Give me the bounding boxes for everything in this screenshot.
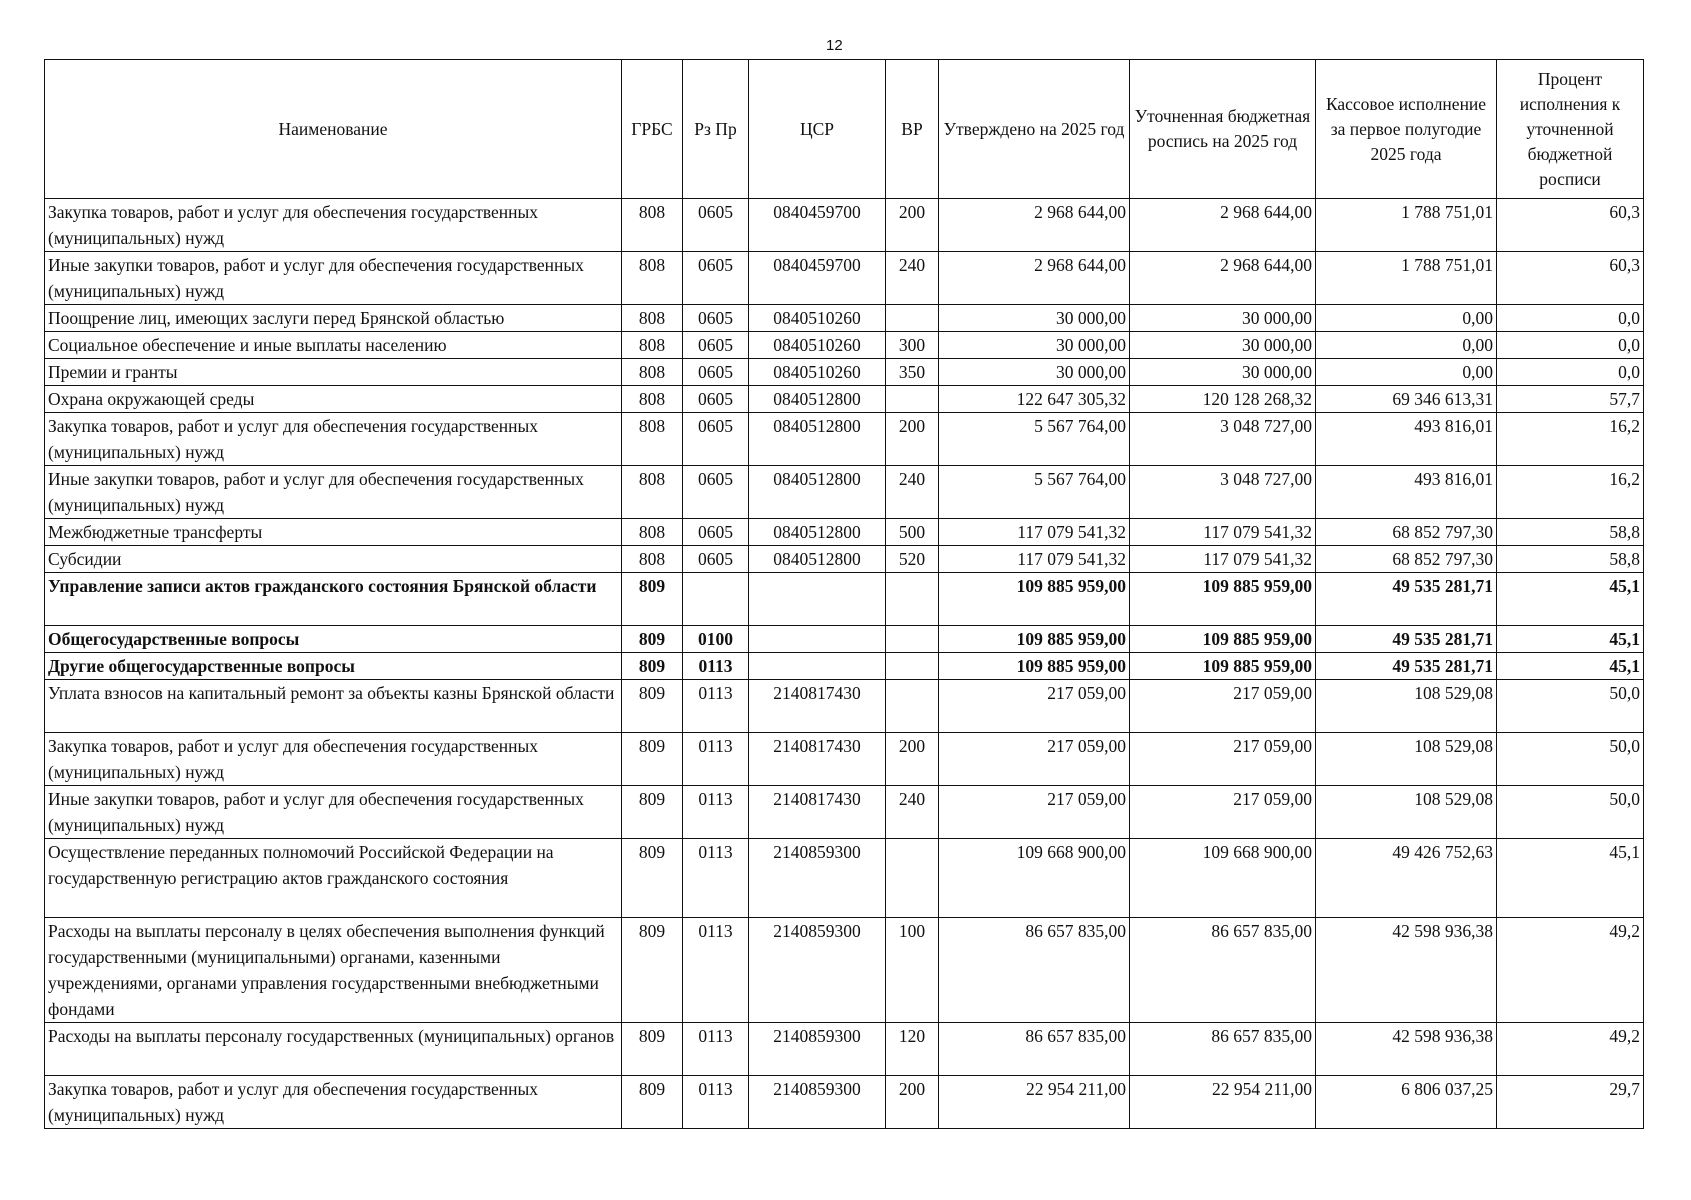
row-csr-cell: 0840512800: [749, 546, 886, 573]
row-approved-cell: 217 059,00: [939, 786, 1130, 839]
row-percent-cell: 45,1: [1497, 626, 1644, 653]
row-csr-cell: 2140859300: [749, 1023, 886, 1076]
row-approved-cell: 30 000,00: [939, 359, 1130, 386]
row-percent-cell: 0,0: [1497, 359, 1644, 386]
row-percent-cell: 58,8: [1497, 519, 1644, 546]
row-percent-cell: 29,7: [1497, 1076, 1644, 1129]
row-cash-cell: 0,00: [1316, 359, 1497, 386]
row-cash-cell: 108 529,08: [1316, 786, 1497, 839]
row-approved-cell: 22 954 211,00: [939, 1076, 1130, 1129]
row-csr-cell: 0840510260: [749, 332, 886, 359]
row-rzpr-cell: 0113: [683, 680, 749, 733]
row-refined-cell: 30 000,00: [1130, 305, 1316, 332]
row-refined-cell: 109 668 900,00: [1130, 839, 1316, 918]
header-csr: ЦСР: [749, 60, 886, 199]
row-percent-cell: 49,2: [1497, 918, 1644, 1023]
table-row: [45, 252, 1644, 305]
row-cash-cell: 69 346 613,31: [1316, 386, 1497, 413]
row-percent-cell: 0,0: [1497, 332, 1644, 359]
row-rzpr-cell: 0605: [683, 546, 749, 573]
row-refined-cell: 2 968 644,00: [1130, 199, 1316, 252]
row-name-cell: Поощрение лиц, имеющих заслуги перед Брянской областью: [45, 305, 622, 332]
row-grbs-cell: 809: [622, 653, 683, 680]
row-percent-cell: 0,0: [1497, 305, 1644, 332]
row-rzpr-cell: 0605: [683, 466, 749, 519]
row-name-cell: Расходы на выплаты персоналу в целях обеспечения выполнения функций государственными (муниципальными) органами, казенными учреждениями, органами управления государственными внебюджетными фондами: [45, 918, 622, 1023]
row-approved-cell: 2 968 644,00: [939, 252, 1130, 305]
row-csr-cell: 0840512800: [749, 519, 886, 546]
row-percent-cell: 45,1: [1497, 839, 1644, 918]
row-csr-cell: 2140817430: [749, 786, 886, 839]
row-csr-cell: 2140859300: [749, 1076, 886, 1129]
row-cash-cell: 108 529,08: [1316, 680, 1497, 733]
row-refined-cell: 217 059,00: [1130, 733, 1316, 786]
row-grbs-cell: 808: [622, 359, 683, 386]
row-vr-cell: [886, 680, 939, 733]
row-name-cell: Иные закупки товаров, работ и услуг для обеспечения государственных (муниципальных) нужд: [45, 786, 622, 839]
row-grbs-cell: 809: [622, 1023, 683, 1076]
table-row: [45, 786, 1644, 839]
row-refined-cell: 109 885 959,00: [1130, 653, 1316, 680]
row-vr-cell: 100: [886, 918, 939, 1023]
row-csr-cell: 0840459700: [749, 252, 886, 305]
row-name-cell: Межбюджетные трансферты: [45, 519, 622, 546]
table-row: [45, 733, 1644, 786]
page-number: 12: [826, 37, 843, 54]
table-row: [45, 653, 1644, 680]
row-percent-cell: 50,0: [1497, 786, 1644, 839]
table-row: [45, 546, 1644, 573]
row-grbs-cell: 809: [622, 680, 683, 733]
row-csr-cell: 0840512800: [749, 466, 886, 519]
row-refined-cell: 3 048 727,00: [1130, 466, 1316, 519]
row-vr-cell: 200: [886, 733, 939, 786]
row-vr-cell: 500: [886, 519, 939, 546]
row-vr-cell: 120: [886, 1023, 939, 1076]
table-row: [45, 680, 1644, 733]
row-refined-cell: 3 048 727,00: [1130, 413, 1316, 466]
row-name-cell: Закупка товаров, работ и услуг для обеспечения государственных (муниципальных) нужд: [45, 1076, 622, 1129]
row-cash-cell: 49 535 281,71: [1316, 653, 1497, 680]
table-row: [45, 573, 1644, 626]
row-refined-cell: 217 059,00: [1130, 680, 1316, 733]
row-vr-cell: [886, 305, 939, 332]
row-grbs-cell: 808: [622, 252, 683, 305]
row-rzpr-cell: 0605: [683, 252, 749, 305]
row-refined-cell: 109 885 959,00: [1130, 573, 1316, 626]
budget-execution-table: [44, 59, 1644, 1129]
row-grbs-cell: 808: [622, 546, 683, 573]
row-approved-cell: 86 657 835,00: [939, 918, 1130, 1023]
row-grbs-cell: 809: [622, 573, 683, 626]
row-name-cell: Расходы на выплаты персоналу государственных (муниципальных) органов: [45, 1023, 622, 1076]
row-approved-cell: 109 885 959,00: [939, 653, 1130, 680]
row-vr-cell: 200: [886, 1076, 939, 1129]
row-approved-cell: 30 000,00: [939, 332, 1130, 359]
row-csr-cell: 0840510260: [749, 305, 886, 332]
row-vr-cell: 300: [886, 332, 939, 359]
row-approved-cell: 109 885 959,00: [939, 626, 1130, 653]
row-rzpr-cell: 0605: [683, 413, 749, 466]
row-approved-cell: 2 968 644,00: [939, 199, 1130, 252]
table-row: [45, 386, 1644, 413]
header-cash: Кассовое исполнение за первое полугодие 2025 года: [1316, 60, 1497, 199]
row-cash-cell: 49 535 281,71: [1316, 626, 1497, 653]
row-name-cell: Закупка товаров, работ и услуг для обеспечения государственных (муниципальных) нужд: [45, 199, 622, 252]
row-cash-cell: 6 806 037,25: [1316, 1076, 1497, 1129]
row-vr-cell: [886, 653, 939, 680]
row-name-cell: Иные закупки товаров, работ и услуг для обеспечения государственных (муниципальных) нужд: [45, 252, 622, 305]
row-name-cell: Субсидии: [45, 546, 622, 573]
row-name-cell: Общегосударственные вопросы: [45, 626, 622, 653]
table-row: [45, 332, 1644, 359]
row-name-cell: Охрана окружающей среды: [45, 386, 622, 413]
row-percent-cell: 60,3: [1497, 252, 1644, 305]
row-approved-cell: 109 668 900,00: [939, 839, 1130, 918]
row-csr-cell: 2140859300: [749, 918, 886, 1023]
row-rzpr-cell: 0605: [683, 519, 749, 546]
table-row: [45, 839, 1644, 918]
row-cash-cell: 42 598 936,38: [1316, 1023, 1497, 1076]
row-grbs-cell: 809: [622, 786, 683, 839]
row-grbs-cell: 808: [622, 199, 683, 252]
row-refined-cell: 109 885 959,00: [1130, 626, 1316, 653]
row-refined-cell: 22 954 211,00: [1130, 1076, 1316, 1129]
row-cash-cell: 68 852 797,30: [1316, 546, 1497, 573]
row-cash-cell: 0,00: [1316, 305, 1497, 332]
row-grbs-cell: 809: [622, 918, 683, 1023]
row-percent-cell: 45,1: [1497, 653, 1644, 680]
row-refined-cell: 86 657 835,00: [1130, 1023, 1316, 1076]
row-csr-cell: [749, 573, 886, 626]
row-grbs-cell: 809: [622, 626, 683, 653]
row-csr-cell: 2140817430: [749, 680, 886, 733]
table-row: [45, 626, 1644, 653]
table-row: [45, 466, 1644, 519]
row-vr-cell: [886, 626, 939, 653]
row-percent-cell: 57,7: [1497, 386, 1644, 413]
row-name-cell: Закупка товаров, работ и услуг для обеспечения государственных (муниципальных) нужд: [45, 733, 622, 786]
header-refined: Уточненная бюджетная роспись на 2025 год: [1130, 60, 1316, 199]
row-approved-cell: 217 059,00: [939, 680, 1130, 733]
row-csr-cell: 0840459700: [749, 199, 886, 252]
row-grbs-cell: 808: [622, 519, 683, 546]
row-approved-cell: 5 567 764,00: [939, 466, 1130, 519]
row-csr-cell: 0840512800: [749, 386, 886, 413]
row-name-cell: Управление записи актов гражданского состояния Брянской области: [45, 573, 622, 626]
row-grbs-cell: 808: [622, 386, 683, 413]
row-name-cell: Уплата взносов на капитальный ремонт за объекты казны Брянской области: [45, 680, 622, 733]
row-vr-cell: 350: [886, 359, 939, 386]
row-percent-cell: 45,1: [1497, 573, 1644, 626]
row-percent-cell: 60,3: [1497, 199, 1644, 252]
header-grbs: ГРБС: [622, 60, 683, 199]
row-rzpr-cell: 0113: [683, 1076, 749, 1129]
table-header-row: [45, 60, 1644, 199]
row-rzpr-cell: 0605: [683, 199, 749, 252]
row-rzpr-cell: 0113: [683, 733, 749, 786]
row-cash-cell: 42 598 936,38: [1316, 918, 1497, 1023]
row-grbs-cell: 808: [622, 305, 683, 332]
row-name-cell: Осуществление переданных полномочий Российской Федерации на государственную регистрацию актов гражданского состояния: [45, 839, 622, 918]
row-cash-cell: 493 816,01: [1316, 466, 1497, 519]
row-percent-cell: 58,8: [1497, 546, 1644, 573]
row-refined-cell: 86 657 835,00: [1130, 918, 1316, 1023]
row-rzpr-cell: 0113: [683, 918, 749, 1023]
row-cash-cell: 49 426 752,63: [1316, 839, 1497, 918]
row-grbs-cell: 808: [622, 466, 683, 519]
row-vr-cell: 520: [886, 546, 939, 573]
row-grbs-cell: 809: [622, 1076, 683, 1129]
row-csr-cell: [749, 653, 886, 680]
row-rzpr-cell: 0113: [683, 839, 749, 918]
table-row: [45, 359, 1644, 386]
row-percent-cell: 50,0: [1497, 733, 1644, 786]
row-vr-cell: [886, 386, 939, 413]
row-csr-cell: 0840512800: [749, 413, 886, 466]
table-row: [45, 305, 1644, 332]
row-rzpr-cell: [683, 573, 749, 626]
row-cash-cell: 0,00: [1316, 332, 1497, 359]
row-name-cell: Иные закупки товаров, работ и услуг для обеспечения государственных (муниципальных) нужд: [45, 466, 622, 519]
row-name-cell: Социальное обеспечение и иные выплаты населению: [45, 332, 622, 359]
row-cash-cell: 68 852 797,30: [1316, 519, 1497, 546]
row-cash-cell: 1 788 751,01: [1316, 252, 1497, 305]
row-approved-cell: 122 647 305,32: [939, 386, 1130, 413]
row-refined-cell: 2 968 644,00: [1130, 252, 1316, 305]
row-rzpr-cell: 0100: [683, 626, 749, 653]
row-rzpr-cell: 0113: [683, 653, 749, 680]
table-row: [45, 1076, 1644, 1129]
row-cash-cell: 108 529,08: [1316, 733, 1497, 786]
row-vr-cell: [886, 839, 939, 918]
row-percent-cell: 50,0: [1497, 680, 1644, 733]
table-row: [45, 413, 1644, 466]
row-refined-cell: 117 079 541,32: [1130, 519, 1316, 546]
row-approved-cell: 86 657 835,00: [939, 1023, 1130, 1076]
row-approved-cell: 30 000,00: [939, 305, 1130, 332]
table-row: [45, 1023, 1644, 1076]
header-percent: Процент исполнения к уточненной бюджетной росписи: [1497, 60, 1644, 199]
row-csr-cell: 0840510260: [749, 359, 886, 386]
row-rzpr-cell: 0605: [683, 305, 749, 332]
row-grbs-cell: 809: [622, 733, 683, 786]
table-row: [45, 519, 1644, 546]
row-approved-cell: 217 059,00: [939, 733, 1130, 786]
row-refined-cell: 117 079 541,32: [1130, 546, 1316, 573]
row-name-cell: Премии и гранты: [45, 359, 622, 386]
row-percent-cell: 16,2: [1497, 413, 1644, 466]
row-cash-cell: 1 788 751,01: [1316, 199, 1497, 252]
row-approved-cell: 117 079 541,32: [939, 519, 1130, 546]
row-percent-cell: 49,2: [1497, 1023, 1644, 1076]
row-refined-cell: 120 128 268,32: [1130, 386, 1316, 413]
row-csr-cell: [749, 626, 886, 653]
row-grbs-cell: 808: [622, 332, 683, 359]
header-vr: ВР: [886, 60, 939, 199]
row-rzpr-cell: 0605: [683, 386, 749, 413]
header-name: Наименование: [45, 60, 622, 199]
row-grbs-cell: 808: [622, 413, 683, 466]
row-vr-cell: 240: [886, 252, 939, 305]
row-vr-cell: 200: [886, 413, 939, 466]
header-rzpr: Рз Пр: [683, 60, 749, 199]
row-rzpr-cell: 0605: [683, 332, 749, 359]
row-vr-cell: 200: [886, 199, 939, 252]
row-vr-cell: 240: [886, 786, 939, 839]
row-grbs-cell: 809: [622, 839, 683, 918]
row-refined-cell: 30 000,00: [1130, 332, 1316, 359]
row-percent-cell: 16,2: [1497, 466, 1644, 519]
row-approved-cell: 5 567 764,00: [939, 413, 1130, 466]
table-row: [45, 918, 1644, 1023]
row-csr-cell: 2140859300: [749, 839, 886, 918]
row-approved-cell: 109 885 959,00: [939, 573, 1130, 626]
header-approved: Утверждено на 2025 год: [939, 60, 1130, 199]
row-cash-cell: 49 535 281,71: [1316, 573, 1497, 626]
row-csr-cell: 2140817430: [749, 733, 886, 786]
row-rzpr-cell: 0113: [683, 1023, 749, 1076]
row-rzpr-cell: 0113: [683, 786, 749, 839]
row-rzpr-cell: 0605: [683, 359, 749, 386]
row-approved-cell: 117 079 541,32: [939, 546, 1130, 573]
table-row: [45, 199, 1644, 252]
row-cash-cell: 493 816,01: [1316, 413, 1497, 466]
table-body: [45, 199, 1644, 1129]
row-refined-cell: 30 000,00: [1130, 359, 1316, 386]
row-name-cell: Другие общегосударственные вопросы: [45, 653, 622, 680]
row-vr-cell: 240: [886, 466, 939, 519]
row-name-cell: Закупка товаров, работ и услуг для обеспечения государственных (муниципальных) нужд: [45, 413, 622, 466]
row-refined-cell: 217 059,00: [1130, 786, 1316, 839]
row-vr-cell: [886, 573, 939, 626]
